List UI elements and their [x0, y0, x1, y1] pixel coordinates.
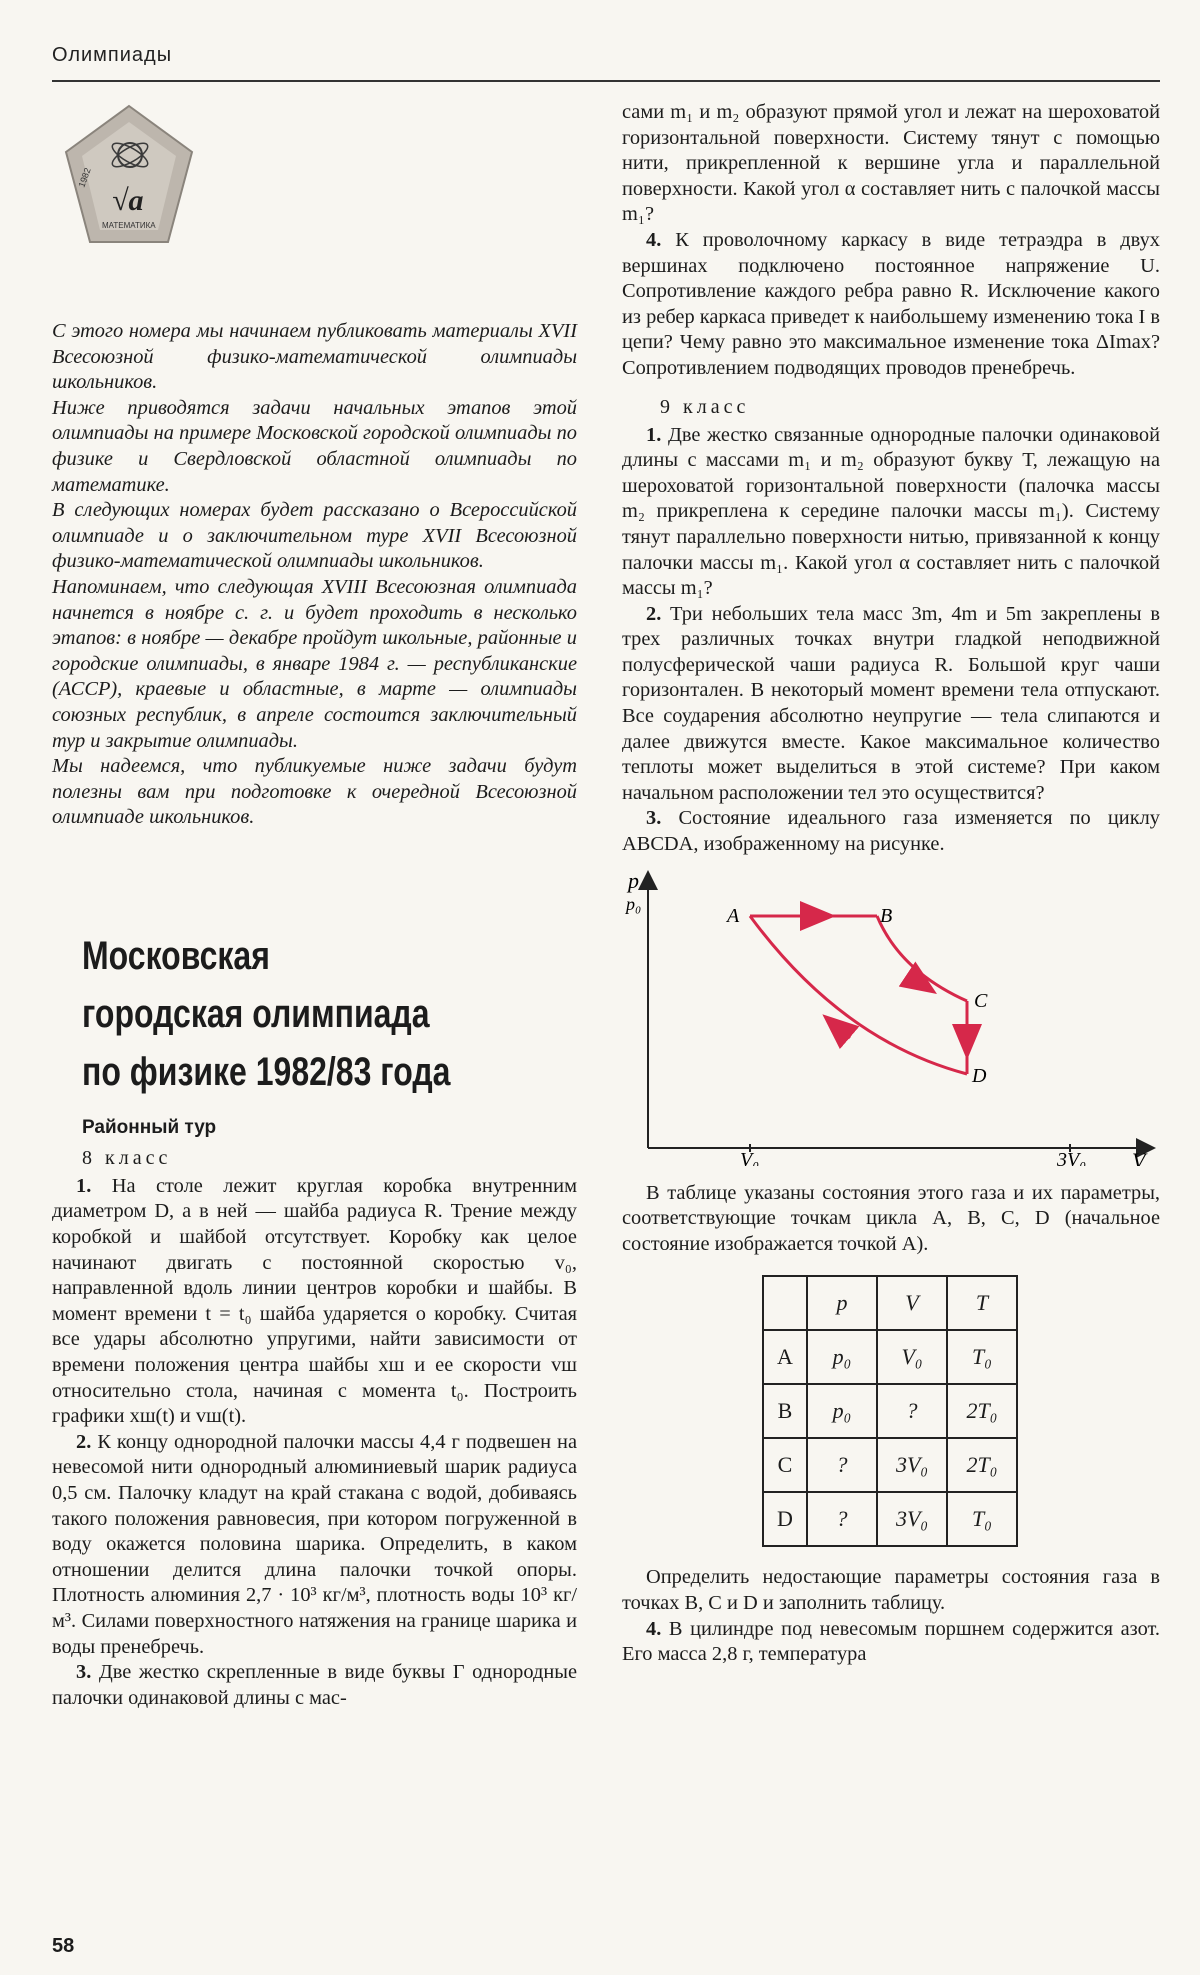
table-cell: T₀ — [947, 1492, 1017, 1546]
right-column — [622, 100, 1160, 1668]
table-header-row — [763, 1276, 1017, 1330]
problem-text: В цилиндре под невесомым поршнем содержится азот. Его масса 2,8 г, температура — [622, 1617, 1160, 1666]
problem-9-2 — [622, 602, 1160, 807]
problem-text: Две жестко связанные однородные палочки одинаковой длины с массами m₁ и m₂ образуют букву Т, лежащую на шероховатой горизонтальной поверхности (палочка массы m₂ прикреплена к середине палочки массы m₁). Систему тянут параллельно поверхности нитью, привязанной к концу палочки массы m₁. Какой угол α составляет нить с палочкой массы m₁? — [622, 423, 1160, 600]
x-axis-label: V — [1132, 1147, 1146, 1166]
problem-8-4 — [622, 228, 1160, 382]
problem-text: Две жестко скрепленные в виде буквы Г однородные палочки одинаковой длины с мас- — [52, 1661, 577, 1709]
olympiad-badge-icon — [62, 100, 197, 250]
table-cell: ? — [877, 1384, 947, 1438]
table-header-cell: p — [807, 1276, 877, 1330]
grade-heading: 8 класс — [82, 1146, 172, 1169]
table-row — [763, 1438, 1017, 1492]
problem-number: 2. — [76, 1430, 92, 1453]
table-cell: D — [763, 1492, 807, 1546]
header-rule — [52, 80, 1160, 82]
table-cell: p₀ — [807, 1384, 877, 1438]
table-cell: V₀ — [877, 1330, 947, 1384]
intro-paragraph: Мы надеемся, что публикуемые ниже задачи будут полезны вам при подготовке к очередной Всесоюзной олимпиаде школьников. — [52, 755, 577, 829]
table-cell: T₀ — [947, 1330, 1017, 1384]
grade-heading: 9 класс — [660, 395, 750, 418]
intro-paragraph: Напоминаем, что следующая XVIII Всесоюзная олимпиада начнется в ноябре с. г. и будет проходить в несколько этапов: в ноябре — декабре пройдут школьные, районные и городские олимпиады, в январе 1984 г. — республиканские (АССР), краевые и областные, в марте — олимпиады союзных республик, в апреле состоится заключительный тур и закрытие олимпиады. — [52, 575, 577, 752]
y-tick-label: p₀ — [626, 893, 642, 914]
cycle-path — [750, 916, 967, 1074]
badge-year: 1982 — [76, 166, 93, 189]
table-cell: 3V₀ — [877, 1492, 947, 1546]
table-cell: p₀ — [807, 1330, 877, 1384]
table-intro: В таблице указаны состояния этого газа и их параметры, соответствующие точкам цикла A, B, C, D (начальное состояние изображается точкой A). — [622, 1181, 1160, 1255]
y-axis-label: p — [628, 867, 639, 893]
pv-diagram — [622, 866, 1160, 1166]
intro-paragraph: С этого номера мы начинаем публиковать материалы XVII Всесоюзной физико-математической олимпиады школьников. — [52, 320, 577, 394]
table-row — [763, 1384, 1017, 1438]
problem-text: Три небольших тела масс 3m, 4m и 5m закреплены в трех различных точках внутри гладкой неподвижной полусферической чаши радиуса R. Большой круг чаши горизонтален. В некоторый момент времени тела отпускают. Все соударения абсолютно неупругие — тела слипаются и далее движутся вместе. Какое максимальное количество теплоты может выделиться в этой системе? При каком начальном расположении тел это осуществится? — [622, 602, 1160, 804]
table-cell: 2T₀ — [947, 1384, 1017, 1438]
segment-bc-upper — [877, 916, 967, 1001]
params-table — [762, 1275, 1018, 1547]
problem-text: Состояние идеального газа изменяется по циклу ABCDA, изображенному на рисунке. — [622, 807, 1160, 856]
problem-8-3 — [52, 1660, 577, 1711]
arrow-da — [836, 1026, 850, 1038]
problem-text: К проволочному каркасу в виде тетраэдра в двух вершинах подключено постоянное напряжение U. Сопротивление каждого ребра равно R. Исключение какого из ребер каркаса приведет к наибольшему изменению тока I в цепи? Чему равно это максимальное изменение тока ΔImax? Сопротивлением подводящих проводов пренебречь. — [622, 228, 1160, 379]
problem-8-2 — [52, 1430, 577, 1660]
title-line: городская олимпиада — [82, 991, 430, 1036]
segment-da — [750, 916, 967, 1074]
problem-number: 2. — [646, 602, 662, 625]
problem-number: 1. — [76, 1174, 92, 1197]
table-row — [763, 1330, 1017, 1384]
x-tick-label: V₀ — [740, 1148, 760, 1166]
table-header-cell — [763, 1276, 807, 1330]
problem-8-3-continued: сами m₁ и m₂ образуют прямой угол и лежат на шероховатой горизонтальной поверхности. Систему тянут с помощью нити, прикрепленной к вершине угла и параллельной поверхности. Какой угол α составляет нить с палочкой массы m₁? — [622, 101, 1160, 226]
table-cell: ? — [807, 1438, 877, 1492]
x-tick-label: 3V₀ — [1057, 1148, 1087, 1166]
table-cell: C — [763, 1438, 807, 1492]
title-line: по физике 1982/83 года — [82, 1049, 451, 1094]
table-cell: B — [763, 1384, 807, 1438]
problem-number: 1. — [646, 423, 662, 446]
table-cell: 3V₀ — [877, 1438, 947, 1492]
title-line: Московская — [82, 933, 270, 978]
intro-paragraph: В следующих номерах будет рассказано о Всероссийской олимпиаде и о заключительном туре XVII Всесоюзной физико-математической олимпиады школьников. — [52, 499, 577, 573]
problem-9-4 — [622, 1617, 1160, 1668]
section-title: Олимпиады — [52, 44, 173, 66]
table-cell: A — [763, 1330, 807, 1384]
point-label-b: B — [880, 904, 893, 927]
table-row — [763, 1492, 1017, 1546]
table-header-cell: V — [877, 1276, 947, 1330]
problem-number: 4. — [646, 1617, 662, 1640]
point-label-d: D — [972, 1064, 987, 1087]
arrow-bc — [910, 976, 922, 984]
point-label-c: C — [974, 989, 988, 1012]
round-heading: Районный тур — [82, 1116, 217, 1138]
page-number: 58 — [52, 1935, 75, 1957]
table-header-cell: T — [947, 1276, 1017, 1330]
problem-text: К концу однородной палочки массы 4,4 г подвешен на невесомой нити однородный алюминиевый шарик радиуса 0,5 см. Палочку кладут на край стакана с водой, добиваясь такого положения равновесия, при котором погруженной в воду окажется половина шарика. Определить, в каком отношении делится длина палочки точкой опоры. Плотность алюминия 2,7 · 10³ кг/м³, плотность воды 10³ кг/м³. Силами поверхностного натяжения на границе шарика и воды пренебречь. — [52, 1430, 577, 1658]
left-column — [52, 100, 577, 1711]
table-cell: 2T₀ — [947, 1438, 1017, 1492]
problem-9-3 — [622, 806, 1160, 857]
table-task: Определить недостающие параметры состояния газа в точках B, C и D и заполнить таблицу. — [622, 1566, 1160, 1614]
problem-8-1 — [52, 1174, 577, 1430]
problem-text: На столе лежит круглая коробка внутренним диаметром D, а в ней — шайба радиуса R. Трение между коробкой и шайбой отсутствует. Коробку как целое начинают двигать с постоянной скоростью v₀, направленной вдоль линии центров коробки и шайбы. В момент времени t = t₀ шайба ударяется о коробку. Считая все удары абсолютно упругими, найти зависимости от времени положения центра шайбы xш и ее скорости vш относительно стола, начиная с момента t₀. Построить графики xш(t) и vш(t). — [52, 1174, 577, 1428]
point-label-a: A — [727, 904, 740, 927]
problem-number: 4. — [646, 228, 662, 251]
intro-paragraph: Ниже приводятся задачи начальных этапов этой олимпиады на примере Московской городской олимпиады по физике и Свердловской областной олимпиады по математике. — [52, 396, 577, 496]
intro-text — [52, 319, 577, 831]
problem-9-1 — [622, 423, 1160, 602]
problem-number: 3. — [646, 807, 662, 830]
article-title — [52, 927, 577, 1101]
badge-formula: √a — [112, 184, 144, 217]
badge-subject: МАТЕМАТИКА — [102, 221, 156, 230]
table-cell: ? — [807, 1492, 877, 1546]
problem-number: 3. — [76, 1661, 92, 1684]
